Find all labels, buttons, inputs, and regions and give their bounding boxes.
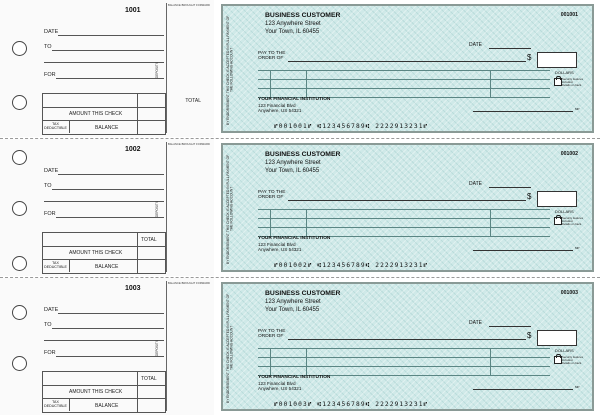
customer-name: BUSINESS CUSTOMER	[265, 151, 341, 158]
security-features-text: Security features included. Details on back.	[562, 355, 583, 366]
bank-city: Anywhere, US 54321	[258, 247, 302, 252]
check-stub	[0, 278, 214, 415]
deposits-label: DEPOSITS	[155, 201, 159, 218]
written-amount-grid	[258, 209, 550, 237]
stub-date-label: DATE	[44, 307, 59, 313]
lock-icon	[554, 356, 562, 364]
dollar-sign: $	[527, 331, 532, 340]
balance-brought-forward-label: BALANCE BROUGHT FORWARD	[168, 143, 211, 146]
payee-line[interactable]	[288, 200, 526, 201]
amount-this-check-label: AMOUNT THIS CHECK	[69, 389, 123, 395]
check-number: 001002	[560, 151, 578, 157]
total-label: TOTAL	[185, 98, 201, 104]
stub-number: 1001	[125, 7, 141, 14]
binder-hole-icon	[12, 95, 27, 110]
stub-to-label: TO	[44, 44, 52, 50]
binder-hole-icon	[12, 356, 27, 371]
customer-city: Your Town, IL 60455	[265, 29, 320, 35]
micr-line: ⑈001003⑈ ⑆123456789⑆ 2222913231⑈	[274, 401, 429, 408]
binder-hole-icon	[12, 256, 27, 271]
stub-date-line	[58, 174, 164, 175]
endorsement-text: BY ENDORSEMENT THIS CHECK IS ACCEPTED IN FULL PAYMENT OF THE FOLLOWING ACCOUNT	[226, 15, 234, 125]
binder-hole-icon	[12, 150, 27, 165]
stub-for-line	[56, 217, 164, 218]
bank-city: Anywhere, US 54321	[258, 108, 302, 113]
dollar-sign: $	[527, 53, 532, 62]
amount-box[interactable]	[537, 52, 577, 68]
stub-to-line-2	[44, 201, 164, 202]
check-date-line[interactable]	[489, 48, 531, 49]
stub-to-line	[52, 328, 164, 329]
signature-line[interactable]	[473, 389, 573, 390]
endorsement-text: BY ENDORSEMENT THIS CHECK IS ACCEPTED IN FULL PAYMENT OF THE FOLLOWING ACCOUNT	[226, 154, 234, 264]
check-date-label: DATE	[469, 320, 482, 326]
balance-label: BALANCE	[95, 125, 119, 131]
stub-date-label: DATE	[44, 168, 59, 174]
stub-to-label: TO	[44, 183, 52, 189]
check-date-label: DATE	[469, 181, 482, 187]
amount-box[interactable]	[537, 191, 577, 207]
security-features-text: Security features included. Details on back.	[562, 216, 583, 227]
stub-date-label: DATE	[44, 29, 59, 35]
check-body	[221, 282, 594, 411]
dollars-label: DOLLARS	[555, 209, 574, 214]
total-label: TOTAL	[141, 376, 157, 382]
signature-line[interactable]	[473, 111, 573, 112]
customer-name: BUSINESS CUSTOMER	[265, 290, 341, 297]
written-amount-grid	[258, 70, 550, 98]
binder-hole-icon	[12, 41, 27, 56]
lock-icon	[554, 78, 562, 86]
customer-city: Your Town, IL 60455	[265, 307, 320, 313]
payee-line[interactable]	[288, 339, 526, 340]
micr-line: ⑈001001⑈ ⑆123456789⑆ 2222913231⑈	[274, 123, 429, 130]
tax-deductible-label: TAX DEDUCTIBLE	[42, 259, 70, 272]
dollars-label: DOLLARS	[555, 348, 574, 353]
stub-number: 1002	[125, 146, 141, 153]
check-date-line[interactable]	[489, 326, 531, 327]
amount-this-check-label: AMOUNT THIS CHECK	[69, 250, 123, 256]
balance-label: BALANCE	[95, 403, 119, 409]
payee-line[interactable]	[288, 61, 526, 62]
binder-hole-icon	[12, 201, 27, 216]
check-body	[221, 143, 594, 272]
customer-city: Your Town, IL 60455	[265, 168, 320, 174]
bank-name: YOUR FINANCIAL INSTITUTION	[258, 97, 331, 102]
stub-divider	[166, 142, 167, 272]
balance-brought-forward-label: BALANCE BROUGHT FORWARD	[168, 4, 211, 7]
stub-divider	[166, 281, 167, 411]
check-number: 001001	[560, 12, 578, 18]
signature-line[interactable]	[473, 250, 573, 251]
mp-label: MP	[575, 246, 580, 250]
check-date-label: DATE	[469, 42, 482, 48]
stub-to-line	[52, 189, 164, 190]
balance-brought-forward-label: BALANCE BROUGHT FORWARD	[168, 282, 211, 285]
stub-for-label: FOR	[44, 211, 56, 217]
balance-label: BALANCE	[95, 264, 119, 270]
amount-box[interactable]	[537, 330, 577, 346]
check-row-2	[0, 139, 600, 276]
stub-to-line	[52, 50, 164, 51]
stub-to-line-2	[44, 62, 164, 63]
amount-this-check-label: AMOUNT THIS CHECK	[69, 111, 123, 117]
deposits-label: DEPOSITS	[155, 340, 159, 357]
bank-name: YOUR FINANCIAL INSTITUTION	[258, 375, 331, 380]
stub-number: 1003	[125, 285, 141, 292]
dollar-sign: $	[527, 192, 532, 201]
lock-icon	[554, 217, 562, 225]
check-stub	[0, 139, 214, 276]
binder-hole-icon	[12, 305, 27, 320]
mp-label: MP	[575, 385, 580, 389]
endorsement-text: BY ENDORSEMENT THIS CHECK IS ACCEPTED IN FULL PAYMENT OF THE FOLLOWING ACCOUNT	[226, 293, 234, 403]
stub-for-label: FOR	[44, 350, 56, 356]
customer-address: 123 Anywhere Street	[265, 160, 321, 166]
dollars-label: DOLLARS	[555, 70, 574, 75]
micr-line: ⑈001002⑈ ⑆123456789⑆ 2222913231⑈	[274, 262, 429, 269]
check-body	[221, 4, 594, 133]
deposits-label: DEPOSITS	[155, 62, 159, 79]
check-row-1	[0, 0, 600, 137]
stub-for-line	[56, 356, 164, 357]
stub-to-line-2	[44, 340, 164, 341]
stub-to-label: TO	[44, 322, 52, 328]
customer-name: BUSINESS CUSTOMER	[265, 12, 341, 19]
bank-name: YOUR FINANCIAL INSTITUTION	[258, 236, 331, 241]
stub-date-line	[58, 35, 164, 36]
security-features-text: Security features included. Details on back.	[562, 77, 583, 88]
bank-city: Anywhere, US 54321	[258, 386, 302, 391]
check-date-line[interactable]	[489, 187, 531, 188]
tax-deductible-label: TAX DEDUCTIBLE	[42, 398, 70, 411]
stub-for-line	[56, 78, 164, 79]
bank-address: 123 Financial Blvd	[258, 381, 296, 386]
check-row-3	[0, 278, 600, 415]
pay-to-label: PAY TO THE ORDER OF	[258, 190, 286, 201]
check-number: 001003	[560, 290, 578, 296]
stub-date-line	[58, 313, 164, 314]
customer-address: 123 Anywhere Street	[265, 21, 321, 27]
bank-address: 123 Financial Blvd	[258, 242, 296, 247]
written-amount-grid	[258, 348, 550, 376]
stub-divider	[166, 3, 167, 133]
stub-for-label: FOR	[44, 72, 56, 78]
total-label: TOTAL	[141, 237, 157, 243]
check-stub	[0, 0, 214, 137]
customer-address: 123 Anywhere Street	[265, 299, 321, 305]
mp-label: MP	[575, 107, 580, 111]
pay-to-label: PAY TO THE ORDER OF	[258, 51, 286, 62]
pay-to-label: PAY TO THE ORDER OF	[258, 329, 286, 340]
tax-deductible-label: TAX DEDUCTIBLE	[42, 120, 70, 133]
bank-address: 123 Financial Blvd	[258, 103, 296, 108]
